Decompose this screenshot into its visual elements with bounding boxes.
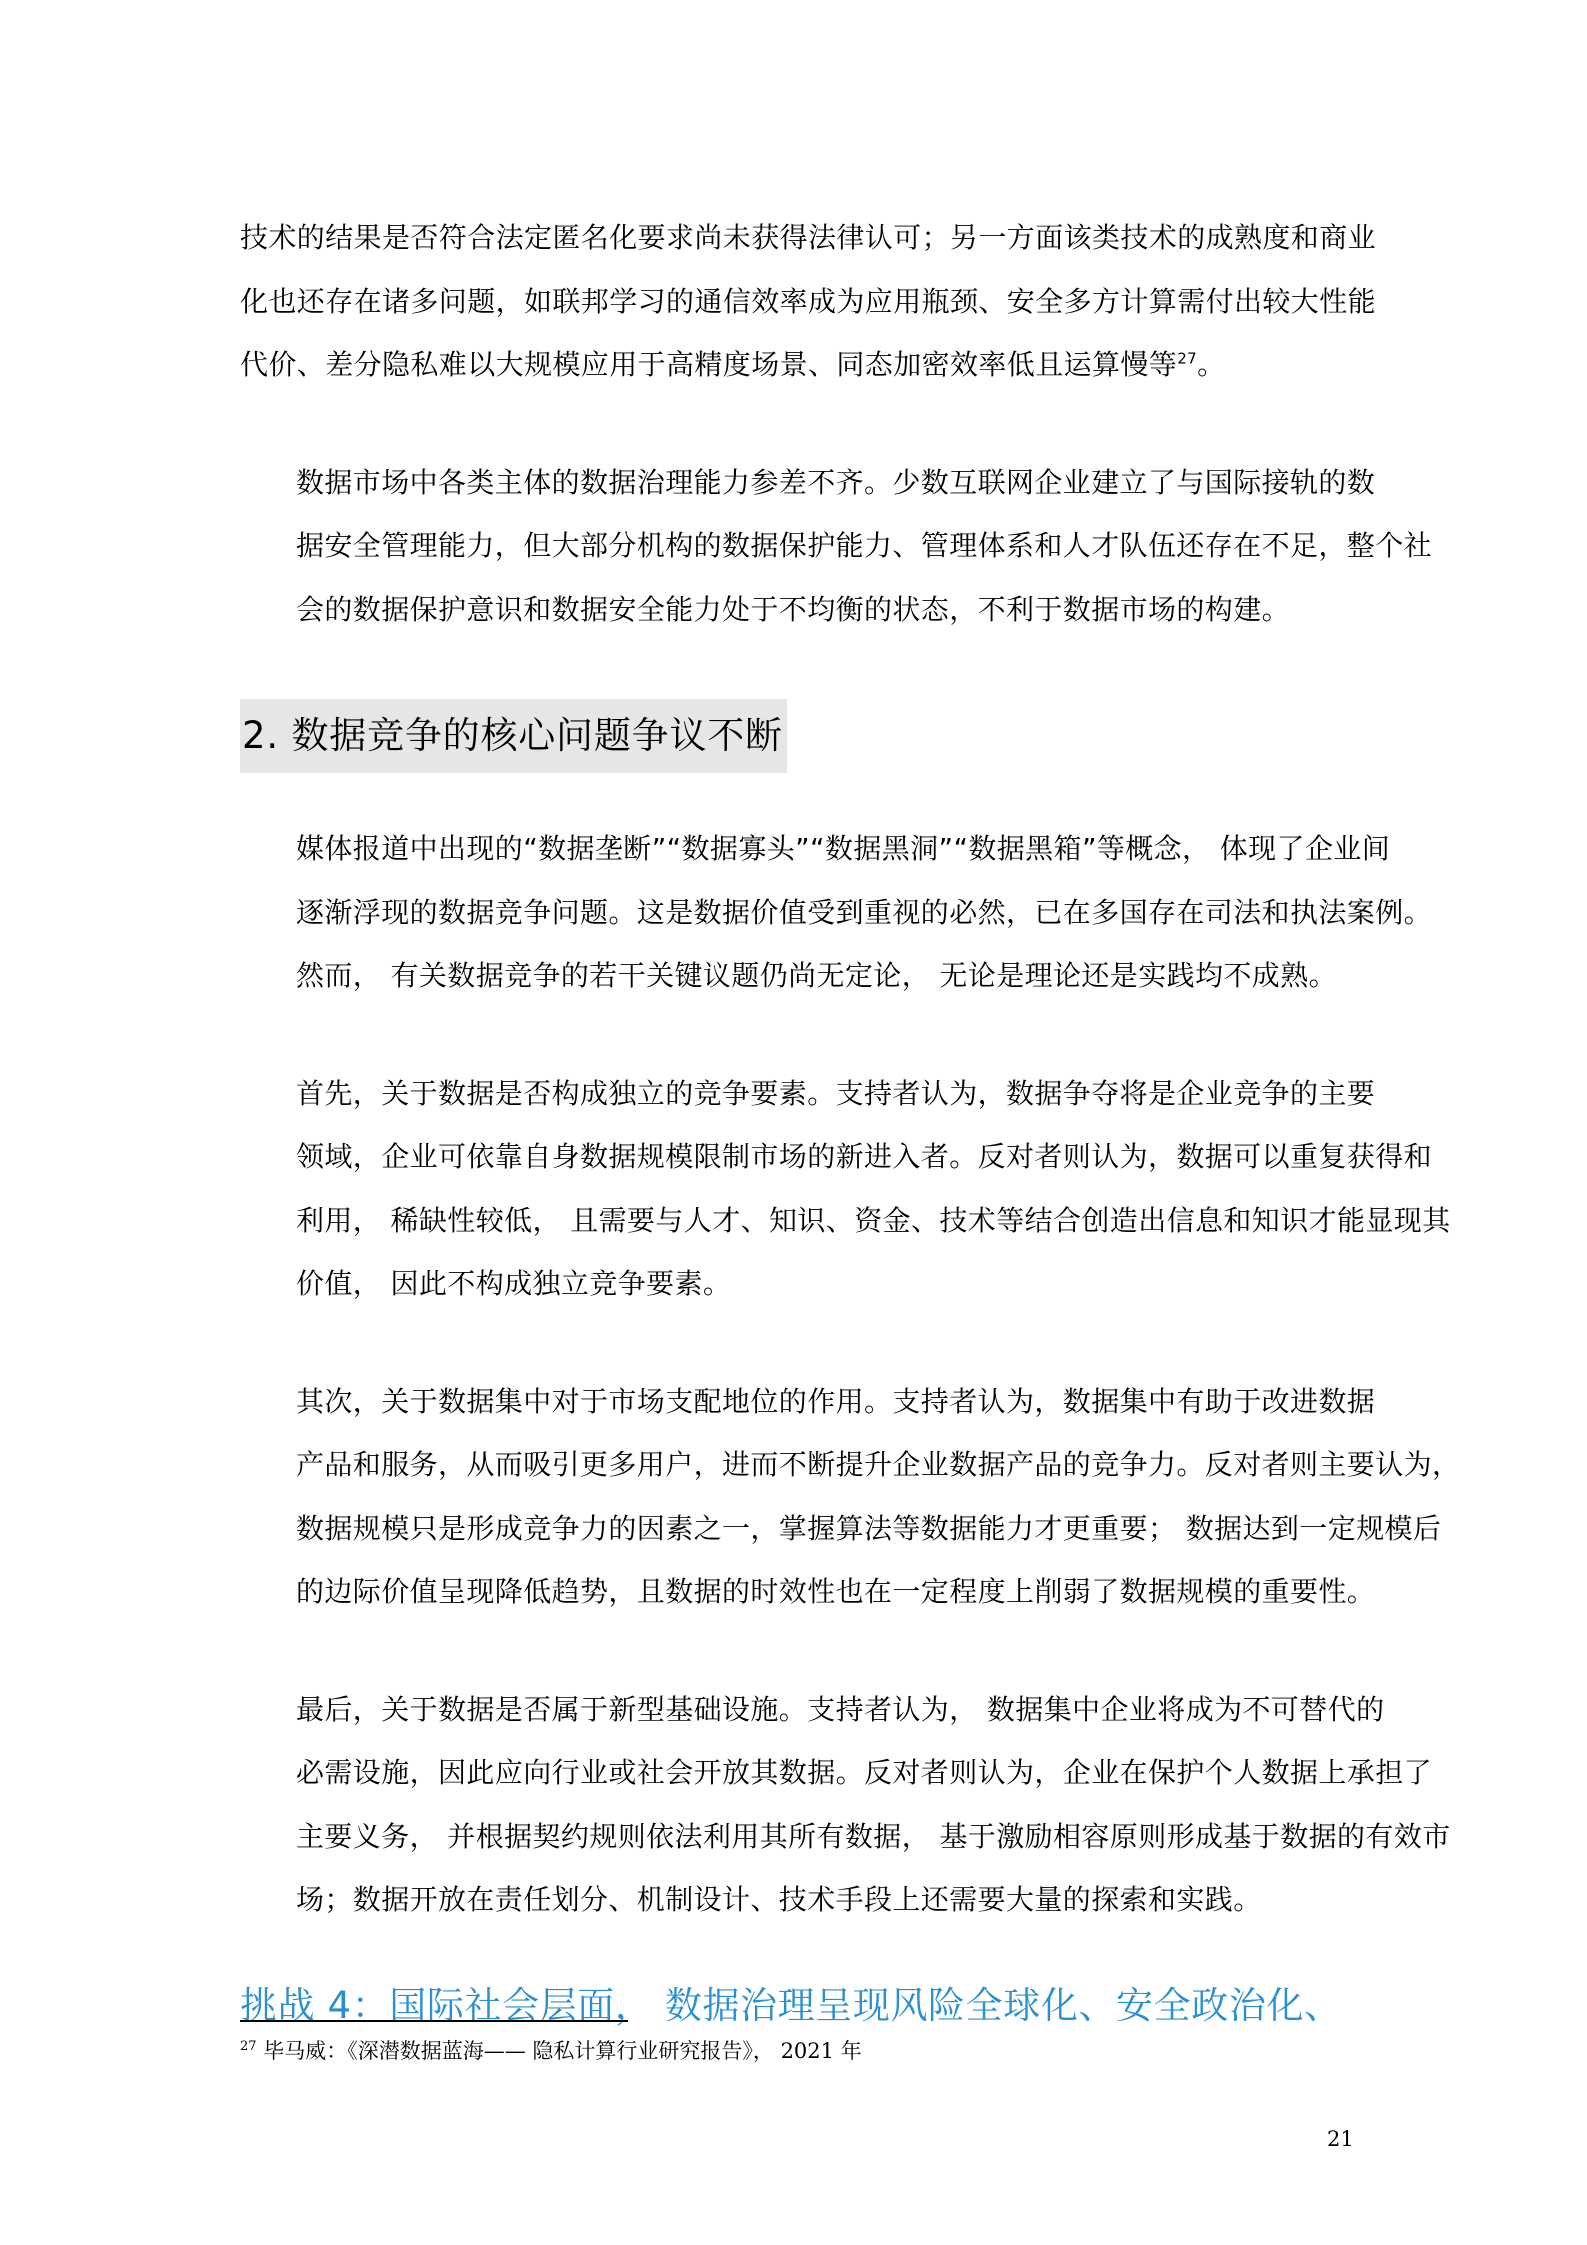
paragraph-line: 数据规模只是形成竞争力的因素之一，掌握算法等数据能力才更重要； 数据达到一定规模后: [296, 1511, 1442, 1545]
paragraph-third-issue: [240, 1678, 1451, 1932]
paragraph-line: 利用， 稀缺性较低， 且需要与人才、知识、资金、技术等结合创造出信息和知识才能显现其: [296, 1203, 1451, 1237]
footnote-number: 27: [240, 2039, 257, 2054]
paragraph-line-text: 代价、差分隐私难以大规模应用于高精度场景、同态加密效率低且运算慢等: [240, 348, 1178, 381]
paragraph-line: 数据市场中各类主体的数据治理能力参差不齐。少数互联网企业建立了与国际接轨的数: [296, 465, 1376, 499]
page-body: [240, 206, 1461, 2036]
paragraph-line: 其次，关于数据集中对于市场支配地位的作用。支持者认为，数据集中有助于改进数据: [296, 1384, 1376, 1418]
paragraph-line: 价值， 因此不构成独立竞争要素。: [296, 1267, 732, 1300]
paragraph-line: 逐渐浮现的数据竞争问题。这是数据价值受到重视的必然，已在多国存在司法和执法案例。: [296, 895, 1433, 929]
paragraph-line: 媒体报道中出现的“数据垄断”“数据寡头”“数据黑洞”“数据黑箱”等概念， 体现了企业间: [296, 832, 1391, 865]
page-number: 21: [1327, 2127, 1354, 2151]
paragraph-privacy-tech: [240, 206, 1377, 397]
footnote-divider: [240, 2020, 628, 2022]
paragraph-data-competition: [240, 817, 1433, 1008]
paragraph-line: 据安全管理能力，但大部分机构的数据保护能力、管理体系和人才队伍还存在不足，整个社: [296, 529, 1433, 562]
paragraph-line: 场；数据开放在责任划分、机制设计、技术手段上还需要大量的探索和实践。: [296, 1883, 1262, 1916]
section-heading: 2. 数据竞争的核心问题争议不断: [240, 699, 787, 773]
paragraph-line: [240, 333, 1355, 397]
paragraph-line-tail: 。: [1197, 348, 1226, 381]
paragraph-line: 会的数据保护意识和数据安全能力处于不均衡的状态，不利于数据市场的构建。: [296, 592, 1291, 626]
paragraph-line: 技术的结果是否符合法定匿名化要求尚未获得法律认可；另一方面该类技术的成熟度和商业: [240, 221, 1377, 254]
paragraph-governance-capability: [240, 451, 1433, 642]
paragraph-line: 必需设施，因此应向行业或社会开放其数据。反对者则认为，企业在保护个人数据上承担了: [296, 1756, 1433, 1789]
paragraph-second-issue: [240, 1370, 1461, 1624]
paragraph-line: 的边际价值呈现降低趋势，且数据的时效性也在一定程度上削弱了数据规模的重要性。: [296, 1575, 1376, 1608]
paragraph-line: 首先，关于数据是否构成独立的竞争要素。支持者认为，数据争夺将是企业竞争的主要: [296, 1076, 1376, 1110]
paragraph-line: 产品和服务，从而吸引更多用户，进而不断提升企业数据产品的竞争力。反对者则主要认为，: [296, 1448, 1461, 1481]
challenge-heading: 挑战 4：国际社会层面， 数据治理呈现风险全球化、安全政治化、: [240, 1983, 1342, 2027]
footnote-text: 毕马威：《深潜数据蓝海—— 隐私计算行业研究报告》， 2021 年: [256, 2039, 862, 2063]
paragraph-line: 主要义务， 并根据契约规则依法利用其所有数据， 基于激励相容原则形成基于数据的有效市: [296, 1819, 1451, 1853]
paragraph-line: 然而， 有关数据竞争的若干关键议题仍尚无定论， 无论是理论还是实践均不成熟。: [296, 959, 1338, 992]
footnote: [240, 2036, 862, 2066]
footnote-reference[interactable]: 27: [1177, 349, 1198, 368]
paragraph-line: 最后，关于数据是否属于新型基础设施。支持者认为， 数据集中企业将成为不可替代的: [296, 1692, 1385, 1726]
paragraph-first-issue: [240, 1062, 1451, 1316]
paragraph-line: 化也还存在诸多问题，如联邦学习的通信效率成为应用瓶颈、安全多方计算需付出较大性能: [240, 284, 1377, 318]
paragraph-line: 领域，企业可依靠自身数据规模限制市场的新进入者。反对者则认为，数据可以重复获得和: [296, 1140, 1433, 1173]
